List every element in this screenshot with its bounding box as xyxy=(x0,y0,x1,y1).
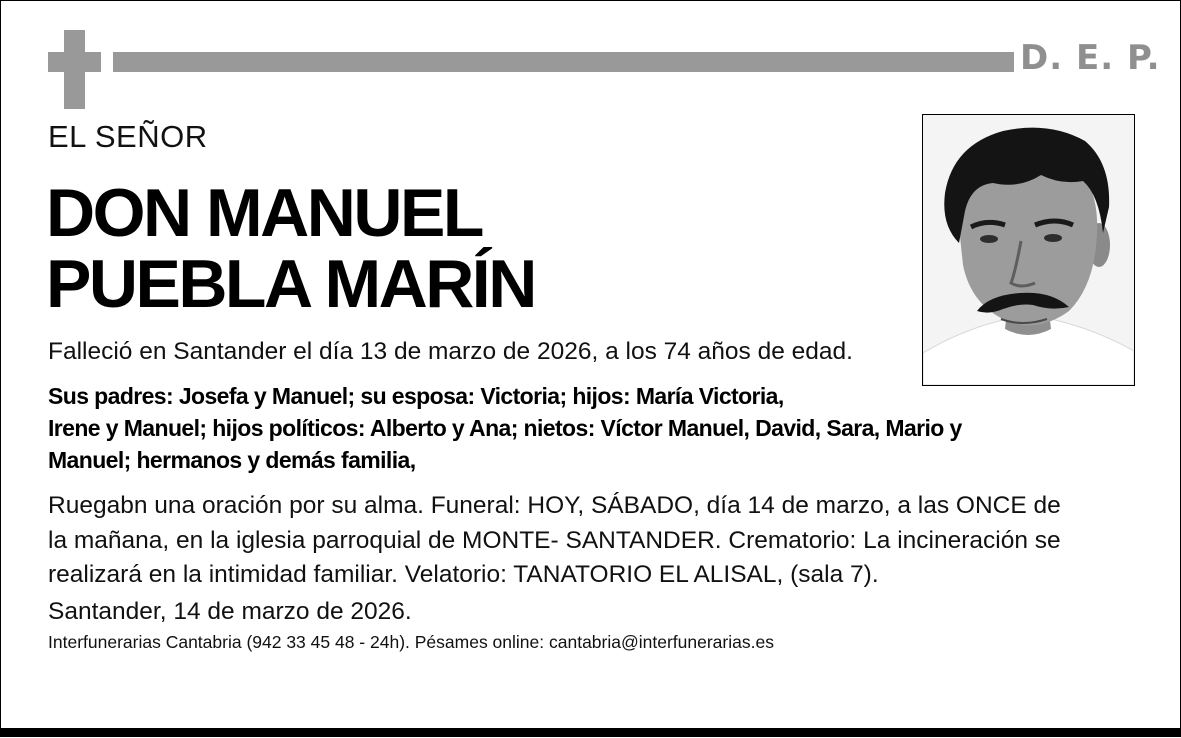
bottom-rule xyxy=(1,728,1180,737)
header-rule xyxy=(113,52,1014,72)
deceased-name-line-2: PUEBLA MARÍN xyxy=(46,246,535,322)
family-line-2: Irene y Manuel; hijos políticos: Alberto y Ana; nietos: Víctor Manuel, David, Sara, Mario y xyxy=(48,415,962,441)
place-and-date: Santander, 14 de marzo de 2026. xyxy=(48,598,412,625)
death-statement: Falleció en Santander el día 13 de marzo de 2026, a los 74 años de edad. xyxy=(48,338,853,365)
cross-icon-arm xyxy=(48,52,101,72)
funeral-line-2: la mañana, en la iglesia parroquial de MONTE- SANTANDER. Crematorio: La incineración se xyxy=(48,527,1061,554)
honorific: EL SEÑOR xyxy=(48,119,208,154)
portrait-photo xyxy=(922,114,1135,386)
funeral-line-1: Ruegabn una oración por su alma. Funeral: HOY, SÁBADO, día 14 de marzo, a las ONCE de xyxy=(48,492,1061,519)
funeral-home-contact: Interfunerarias Cantabria (942 33 45 48 - 24h). Pésames online: cantabria@interfunerarias.es xyxy=(48,632,774,652)
deceased-name-line-1: DON MANUEL xyxy=(46,175,482,251)
portrait-illustration xyxy=(923,115,1134,385)
family-line-1: Sus padres: Josefa y Manuel; su esposa: Victoria; hijos: María Victoria, xyxy=(48,383,784,409)
dep-label: D. E. P. xyxy=(1020,38,1161,78)
family-line-3: Manuel; hermanos y demás familia, xyxy=(48,447,416,473)
funeral-line-3: realizará en la intimidad familiar. Velatorio: TANATORIO EL ALISAL, (sala 7). xyxy=(48,561,879,588)
